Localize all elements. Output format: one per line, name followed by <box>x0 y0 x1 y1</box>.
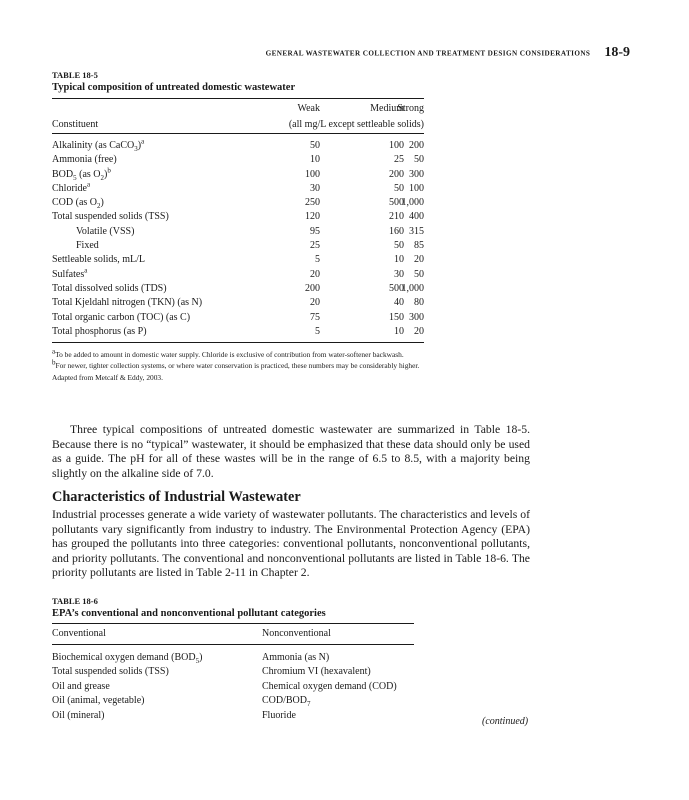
table-row <box>52 225 424 239</box>
row-constituent: Sulfates$^a$ <box>52 266 88 280</box>
nonconventional-pollutant: COD/$BOD_7$ <box>262 695 311 709</box>
table-18-5 <box>52 70 424 383</box>
table-header <box>52 99 424 133</box>
conventional-pollutant: Oil (animal, vegetable) <box>52 695 145 707</box>
row-constituent: Total suspended solids (TSS) <box>52 211 169 223</box>
table-row <box>52 268 424 282</box>
table-row <box>52 253 424 267</box>
table-source: Adapted from Metcalf & Eddy, 2003. <box>52 372 163 382</box>
table-row <box>52 282 424 296</box>
table-row <box>52 168 424 182</box>
row-constituent: Alkalinity (as CaCO$_3$)$^a$ <box>52 137 145 153</box>
conventional-pollutant: Oil (mineral) <box>52 709 105 721</box>
table-label: TABLE 18-6 <box>52 596 98 606</box>
footnote-a: $^a$To be added to amount in domestic water supply. Chloride is exclusive of contribution from water-softener backwash. <box>52 347 404 360</box>
body-paragraph-2: Industrial processes generate a wide variety of wastewater pollutants. The characteristics and levels of pollutants vary significantly from industry to industry. The Environmental Protection Agency (EPA) has grouped the pollutants into three categories: conventional pollutants, nonconventional pollutants, and priority pollutants. The conventional and nonconventional pollutants are listed in Table 18-6. The priority pollutants are listed in Table 2-11 in Chapter 2. <box>52 508 530 579</box>
value-weak: 5 <box>315 254 320 266</box>
value-strong: 50 <box>414 268 424 280</box>
value-weak: 30 <box>310 182 320 194</box>
running-header <box>52 44 630 62</box>
value-weak: 250 <box>305 197 320 209</box>
table-header <box>52 624 414 644</box>
footnote-b: $^b$For newer, tighter collection systems, or where water conservation is practiced, these numbers may be considerably higher. <box>52 358 420 371</box>
value-strong: 100 <box>409 182 424 194</box>
value-medium: 210 <box>389 211 404 223</box>
value-medium: 10 <box>394 325 404 337</box>
row-constituent: Fixed <box>76 240 99 252</box>
header-conventional: Conventional <box>52 628 106 639</box>
page-number: 18-9 <box>604 45 630 61</box>
value-strong: 300 <box>409 311 424 323</box>
conventional-pollutant: Biochemical oxygen demand $(BOD_5)$ <box>52 652 203 665</box>
header-constituent: Constituent <box>52 119 99 130</box>
nonconventional-pollutant: Ammonia (as N) <box>262 652 330 663</box>
value-strong: 315 <box>409 225 424 237</box>
table-body <box>52 134 424 342</box>
value-weak: 100 <box>305 168 320 180</box>
row-constituent: Volatile (VSS) <box>76 225 135 237</box>
value-weak: 200 <box>305 282 320 294</box>
table-label: TABLE 18-5 <box>52 70 98 80</box>
conventional-pollutant: Total suspended solids (TSS) <box>52 666 169 678</box>
table-row <box>52 139 424 153</box>
value-medium: 150 <box>389 311 404 323</box>
value-medium: 200 <box>389 168 404 180</box>
value-weak: 10 <box>310 154 320 166</box>
value-strong: 400 <box>409 211 424 223</box>
row-constituent: Total Kjeldahl nitrogen (TKN) (as N) <box>52 297 203 309</box>
value-strong: 80 <box>414 297 424 309</box>
body-paragraph-1: Three typical compositions of untreated domestic wastewater are summarized in Table 18-5. Because there is no “typical” wastewater, it should be emphasized that these data should only be used as a guide. The pH for all of these wastes will be in the range of 6.5 to 8.5, with a majority being slightly on the alkaline side of 7.0. <box>52 423 530 480</box>
value-medium: 100 <box>389 140 404 151</box>
conventional-pollutant: Oil and grease <box>52 680 110 692</box>
value-weak: 5 <box>315 325 320 337</box>
value-weak: 20 <box>310 297 320 309</box>
table-row <box>52 182 424 196</box>
running-header-text: GENERAL WASTEWATER COLLECTION AND TREATMENT DESIGN CONSIDERATIONS <box>265 49 591 58</box>
header-units: (all mg/L except settleable solids) <box>288 119 424 130</box>
value-strong: 200 <box>409 140 424 151</box>
value-weak: 50 <box>310 140 320 151</box>
value-medium: 50 <box>394 240 404 252</box>
table-row <box>52 709 414 723</box>
value-strong: 1,000 <box>401 282 424 294</box>
header-nonconventional: Nonconventional <box>262 628 331 639</box>
table-notes <box>52 349 424 383</box>
table-title: EPA’s conventional and nonconventional pollutant categories <box>52 608 326 619</box>
value-weak: 75 <box>310 311 320 323</box>
header-strong: Strong <box>397 103 424 114</box>
table-row <box>52 311 424 325</box>
table-bottom-rule <box>52 342 424 343</box>
table-row <box>52 694 414 708</box>
row-constituent: $BOD_5$ (as $O_2)^b$ <box>52 166 111 182</box>
row-constituent: Chloride$^a$ <box>52 180 91 194</box>
value-medium: 30 <box>394 268 404 280</box>
row-constituent: Total organic carbon (TOC) (as C) <box>52 311 191 323</box>
value-strong: 300 <box>409 168 424 180</box>
table-row <box>52 196 424 210</box>
row-constituent: Ammonia (free) <box>52 154 117 166</box>
table-row <box>52 665 414 679</box>
row-constituent: Settleable solids, mL/L <box>52 254 146 266</box>
value-medium: 500 <box>389 282 404 294</box>
table-row <box>52 239 424 253</box>
value-medium: 25 <box>394 154 404 166</box>
table-18-6 <box>52 596 414 723</box>
value-strong: 20 <box>414 325 424 337</box>
value-medium: 10 <box>394 254 404 266</box>
value-strong: 85 <box>414 240 424 252</box>
value-medium: 160 <box>389 225 404 237</box>
row-constituent: Total phosphorus (as P) <box>52 325 147 337</box>
nonconventional-pollutant: Chromium VI (hexavalent) <box>262 666 371 678</box>
value-strong: 50 <box>414 154 424 166</box>
value-medium: 50 <box>394 182 404 194</box>
value-medium: 40 <box>394 297 404 309</box>
value-weak: 25 <box>310 240 320 252</box>
value-weak: 120 <box>305 211 320 223</box>
nonconventional-pollutant: Fluoride <box>262 709 296 721</box>
nonconventional-pollutant: Chemical oxygen demand (COD) <box>262 680 397 692</box>
header-medium: Medium <box>370 103 404 114</box>
value-strong: 1,000 <box>401 197 424 209</box>
row-constituent: Total dissolved solids (TDS) <box>52 282 167 294</box>
continued-note: (continued) <box>482 716 529 727</box>
table-body <box>52 645 414 723</box>
value-weak: 95 <box>310 225 320 237</box>
table-row <box>52 210 424 224</box>
value-weak: 20 <box>310 268 320 280</box>
value-medium: 500 <box>389 197 404 209</box>
table-title: Typical composition of untreated domestic wastewater <box>52 82 296 93</box>
table-row <box>52 325 424 339</box>
table-row <box>52 296 424 310</box>
table-row <box>52 651 414 665</box>
value-strong: 20 <box>414 254 424 266</box>
row-constituent: COD (as $O_2$) <box>52 197 104 211</box>
table-row <box>52 680 414 694</box>
section-heading: Characteristics of Industrial Wastewater <box>52 489 301 505</box>
header-weak: Weak <box>297 103 320 114</box>
